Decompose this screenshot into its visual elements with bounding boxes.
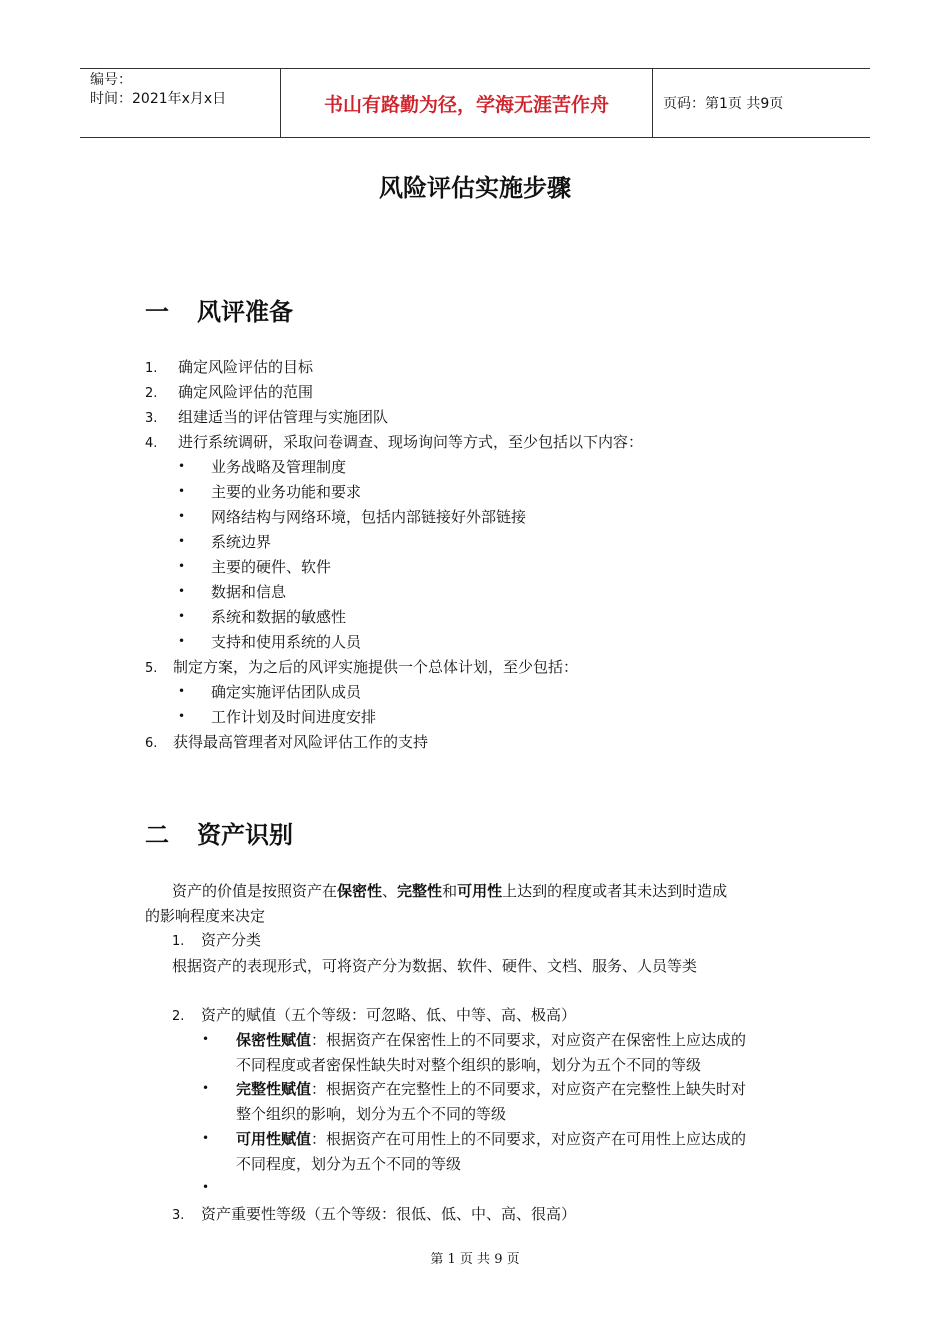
sub-list-item: 工作计划及时间进度安排	[211, 708, 377, 726]
bullet-icon: •	[202, 1032, 210, 1046]
sub-list-item: 支持和使用系统的人员	[211, 633, 362, 651]
header-page-code: 页码：第1页 共9页	[663, 96, 784, 112]
list-item: 3. 组建适当的评估管理与实施团队	[145, 408, 389, 426]
sub-list-item: 主要的硬件、软件	[211, 558, 332, 576]
list-item: 4. 进行系统调研，采取问卷调查、现场询问等方式，至少包括以下内容：	[145, 433, 644, 451]
sub-list-item: 系统和数据的敏感性	[211, 608, 347, 626]
page-footer: 第 1 页 共 9 页	[430, 1252, 520, 1267]
list-item: 2. 确定风险评估的范围	[145, 383, 314, 401]
section-number: 一	[145, 298, 169, 326]
bullet-icon: •	[178, 509, 186, 523]
sub-list-item: 数据和信息	[211, 583, 287, 601]
sub-list-item: 网络结构与网络环境，包括内部链接好外部链接	[211, 508, 527, 526]
bullet-icon: •	[178, 609, 186, 623]
paragraph-line: 不同程度或者密保性缺失时对整个组织的影响，划分为五个不同的等级	[236, 1056, 702, 1074]
section-number: 二	[145, 821, 169, 849]
bullet-icon: •	[178, 634, 186, 648]
paragraph-line: 整个组织的影响，划分为五个不同的等级	[236, 1105, 507, 1123]
sub-list-item: 主要的业务功能和要求	[211, 483, 362, 501]
list-item: 5. 制定方案，为之后的风评实施提供一个总体计划，至少包括：	[145, 658, 579, 676]
header-table	[80, 68, 870, 138]
bullet-icon: •	[178, 484, 186, 498]
bullet-icon: •	[178, 459, 186, 473]
section-heading-2	[145, 815, 293, 850]
sub-list-item: 业务战略及管理制度	[211, 458, 347, 476]
bullet-icon: •	[178, 534, 186, 548]
time-label: 时间：2021年x月x日	[90, 91, 227, 107]
paragraph-line: 资产的价值是按照资产在保密性、完整性和可用性上达到的程度或者其未达到时造成	[172, 882, 728, 900]
sub-list-item: 确定实施评估团队成员	[211, 683, 362, 701]
number-label: 编号：	[90, 72, 132, 88]
bullet-icon: •	[178, 559, 186, 573]
paragraph-line: 根据资产的表现形式，可将资产分为数据、软件、硬件、文档、服务、人员等类	[172, 957, 698, 975]
list-item: 1. 资产分类	[172, 931, 262, 949]
list-item: 2. 资产的赋值（五个等级：可忽略、低、中等、高、极高）	[172, 1006, 577, 1024]
bullet-icon: •	[202, 1180, 210, 1194]
section-heading-1	[145, 292, 293, 327]
paragraph-line: 不同程度，划分为五个不同的等级	[236, 1155, 462, 1173]
section-title: 资产识别	[197, 821, 293, 849]
sub-list-item: 系统边界	[211, 533, 272, 551]
paragraph-line: 保密性赋值：根据资产在保密性上的不同要求，对应资产在保密性上应达成的	[236, 1031, 747, 1049]
header-left-cell	[80, 69, 281, 137]
list-item: 6. 获得最高管理者对风险评估工作的支持	[145, 733, 429, 751]
paragraph-line: 可用性赋值：根据资产在可用性上的不同要求，对应资产在可用性上应达成的	[236, 1130, 747, 1148]
paragraph-line: 完整性赋值：根据资产在完整性上的不同要求，对应资产在完整性上缺失时对	[236, 1080, 747, 1098]
bullet-icon: •	[178, 684, 186, 698]
bullet-icon: •	[178, 709, 186, 723]
list-item: 1. 确定风险评估的目标	[145, 358, 314, 376]
bullet-icon: •	[178, 584, 186, 598]
page-title: 风险评估实施步骤	[379, 174, 571, 202]
section-title: 风评准备	[197, 298, 293, 326]
paragraph-line: 的影响程度来决定	[145, 907, 266, 925]
bullet-icon: •	[202, 1131, 210, 1145]
header-motto: 书山有路勤为径，学海无涯苦作舟	[281, 69, 653, 137]
bullet-icon: •	[202, 1081, 210, 1095]
list-item: 3. 资产重要性等级（五个等级：很低、低、中、高、很高）	[172, 1205, 577, 1223]
